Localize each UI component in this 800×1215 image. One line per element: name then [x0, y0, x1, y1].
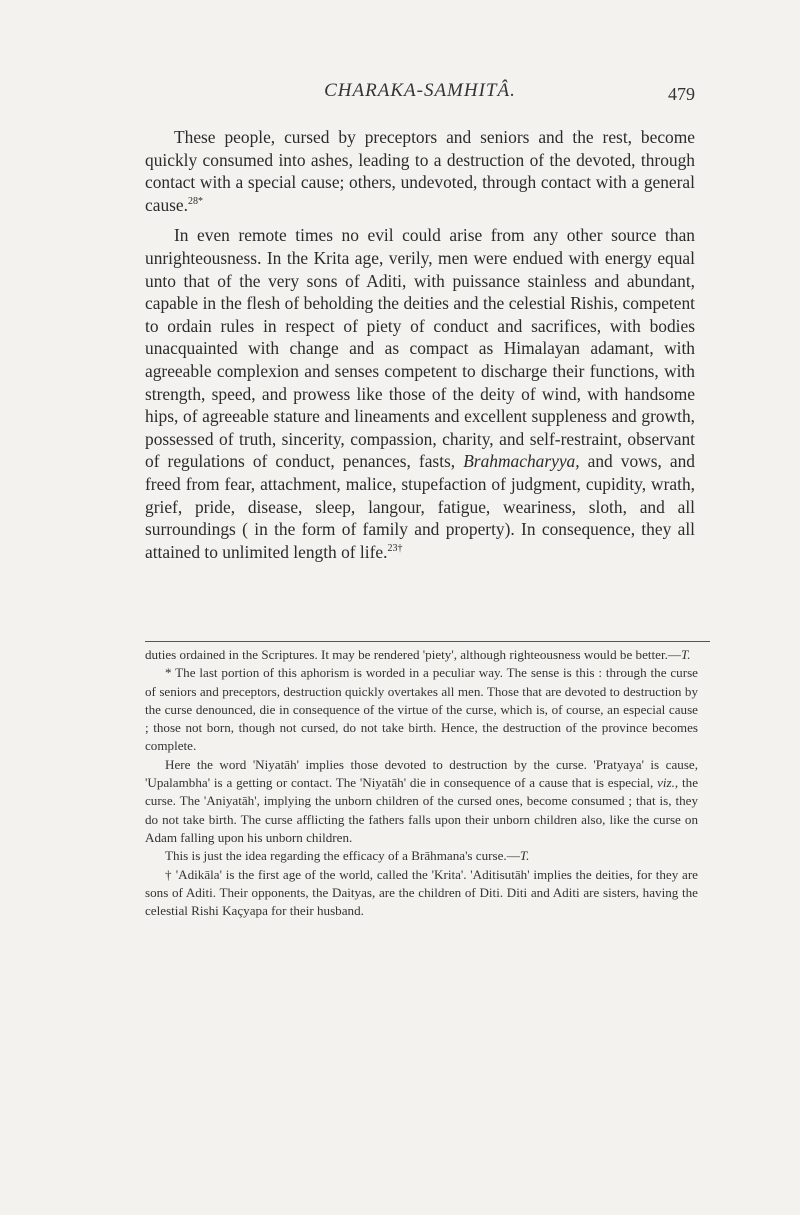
page-number: 479 [668, 84, 695, 104]
paragraph-2-text-a: In even remote times no evil could arise from any other source than unrighteousness. In the Krita age, verily, men were endued with energy equal unto that of the very sons of Aditi, with puissance stainless and abundant, capable in the flesh of beholding the deities and the celestial Rishis, competent to ordain rules in respect of piety of conduct and sacrifices, with bodies unacquainted with change and as compact as Himalayan adamant, with agreeable complexion and senses competent to discharge their functions, with strength, speed, and prowess like those of the deity of wind, with handsome hips, of agreeable stature and lineaments and excellent suppleness and growth, possessed of truth, sincerity, compassion, charity, and self-restraint, observant of regulations of conduct, penances, fasts, [145, 225, 695, 472]
footnote-here-text-b: the curse. The 'Aniyatāh', implying the unborn children of the cursed ones, become consumed ; that is, they do not take birth. The curse afflicting the fathers falls upon their unborn children also, like the curse on Adam falling upon his unborn children. [145, 775, 698, 845]
translator-signature: T. [680, 647, 691, 662]
brahmacharyya-italic: Brahmacharyya, [463, 451, 580, 472]
running-title: CHARAKA-SAMHITÂ. [324, 80, 516, 101]
paragraph-2 [145, 224, 695, 563]
footnotes [145, 646, 698, 920]
footnote-star: * The last portion of this aphorism is worded in a peculiar way. The sense is this : through the curse of seniors and preceptors, destruction quickly overtakes all men. Those that are devoted to destruction by the curse denounced, die in consequence of the virtue of the curse, which is, of course, an especial cause ; those not born, though not cursed, do not take birth. Hence, the destruction of the province becomes complete. [145, 665, 698, 754]
footnote-mark-23: 23† [387, 542, 403, 554]
viz-italic: viz., [657, 775, 679, 791]
footnote-continued [145, 646, 698, 664]
paragraph-1 [145, 126, 695, 216]
translator-signature-2: T. [519, 848, 530, 864]
footnote-here [145, 756, 698, 847]
footnote-idea [145, 847, 698, 865]
paragraph-2-text-b: and vows, and freed from fear, attachment, malice, stupefaction of judgment, cupidity, wrath, grief, pride, disease, sleep, langour, fatigue, weariness, sloth, and all surroundings ( in the form of family and property). In consequence, they all attained to unlimited length of life. [145, 451, 695, 562]
footnote-mark-28: 28* [187, 195, 203, 207]
footnote-here-text-a: Here the word 'Niyatāh' implies those devoted to destruction by the curse. 'Pratyaya' is cause, 'Upalambha' is a getting or contact. The 'Niyatāh' die in consequence of a cause that is especial, [145, 756, 698, 791]
footnote-dagger: † 'Adikāla' is the first age of the world, called the 'Krita'. 'Aditisutāh' implies the deities, for they are sons of Aditi. Their opponents, the Daityas, are the children of Diti. Diti and Aditi are sisters, having the celestial Rishi Kaçyapa for their husband. [145, 866, 698, 919]
paragraph-1-text: These people, cursed by preceptors and seniors and the rest, become quickly consumed into ashes, leading to a destruction of the devoted, through contact with a special cause; others, undevoted, through contact with a general cause. [145, 127, 695, 215]
footnote-continued-text: duties ordained in the Scriptures. It may be rendered 'piety', although righteousness would be better.— [145, 647, 681, 662]
footnote-idea-text: This is just the idea regarding the efficacy of a Brāhmana's curse.— [165, 848, 520, 864]
main-text [145, 126, 695, 563]
running-head [145, 80, 695, 110]
footnote-divider [145, 641, 710, 642]
